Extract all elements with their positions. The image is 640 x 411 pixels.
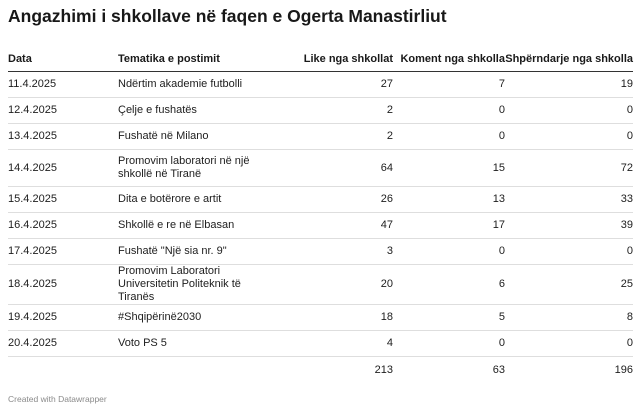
cell-likes: 4 <box>278 331 393 357</box>
cell-shares: 25 <box>505 265 633 305</box>
cell-likes: 2 <box>278 98 393 124</box>
cell-topic: Dita e botërore e artit <box>118 187 278 213</box>
cell-date: 14.4.2025 <box>8 150 118 187</box>
cell-date: 16.4.2025 <box>8 213 118 239</box>
cell-comments: 6 <box>393 265 505 305</box>
cell-comments: 7 <box>393 72 505 98</box>
cell-comments: 0 <box>393 98 505 124</box>
cell-comments: 0 <box>393 124 505 150</box>
page-title: Angazhimi i shkollave në faqen e Ogerta Manastirliut <box>8 6 447 26</box>
cell-date: 20.4.2025 <box>8 331 118 357</box>
cell-topic: Promovim Laboratori Universitetin Politeknik të Tiranës <box>118 265 278 305</box>
cell-comments: 13 <box>393 187 505 213</box>
cell-date: 13.4.2025 <box>8 124 118 150</box>
cell-topic: Fushatë "Një sia nr. 9" <box>118 239 278 265</box>
cell-date: 18.4.2025 <box>8 265 118 305</box>
header-shares[interactable]: Shpërndarje nga shkolla <box>505 38 633 72</box>
cell-comments: 0 <box>393 239 505 265</box>
cell-shares: 0 <box>505 239 633 265</box>
header-comments[interactable]: Koment nga shkolla <box>393 38 505 72</box>
cell-comments: 17 <box>393 213 505 239</box>
cell-likes: 27 <box>278 72 393 98</box>
table-row <box>8 265 633 305</box>
table-row <box>8 213 633 239</box>
cell-date: 12.4.2025 <box>8 98 118 124</box>
cell-likes: 3 <box>278 239 393 265</box>
cell-comments: 5 <box>393 305 505 331</box>
cell-shares: 72 <box>505 150 633 187</box>
table-header <box>8 38 633 72</box>
totals-row-group <box>8 357 633 383</box>
cell-topic: Promovim laboratori në një shkollë në Tiranë <box>118 150 278 187</box>
cell-shares: 0 <box>505 331 633 357</box>
total-likes: 213 <box>374 363 393 376</box>
cell-comments: 0 <box>393 331 505 357</box>
table-row <box>8 331 633 357</box>
table-row <box>8 72 633 98</box>
total-comments: 63 <box>492 363 505 376</box>
totals-empty-date <box>8 357 118 383</box>
engagement-table <box>8 38 633 382</box>
header-row <box>8 38 633 72</box>
cell-likes: 20 <box>278 265 393 305</box>
table-row <box>8 187 633 213</box>
header-date[interactable]: Data <box>8 38 118 72</box>
cell-topic: Çelje e fushatës <box>118 98 278 124</box>
cell-likes: 47 <box>278 213 393 239</box>
cell-likes: 2 <box>278 124 393 150</box>
table-body <box>8 72 633 357</box>
cell-likes: 26 <box>278 187 393 213</box>
cell-shares: 19 <box>505 72 633 98</box>
cell-date: 17.4.2025 <box>8 239 118 265</box>
cell-shares: 8 <box>505 305 633 331</box>
total-shares: 196 <box>614 363 633 376</box>
table-row <box>8 124 633 150</box>
header-topic[interactable]: Tematika e postimit <box>118 38 278 72</box>
cell-topic: Voto PS 5 <box>118 331 278 357</box>
cell-topic: #Shqipërinë2030 <box>118 305 278 331</box>
credit-note[interactable]: Created with Datawrapper <box>8 394 107 404</box>
header-likes[interactable]: Like nga shkollat <box>278 38 393 72</box>
cell-comments: 15 <box>393 150 505 187</box>
cell-topic: Shkollë e re në Elbasan <box>118 213 278 239</box>
cell-likes: 64 <box>278 150 393 187</box>
table-row <box>8 98 633 124</box>
cell-topic: Fushatë në Milano <box>118 124 278 150</box>
cell-date: 11.4.2025 <box>8 72 118 98</box>
cell-likes: 18 <box>278 305 393 331</box>
cell-date: 19.4.2025 <box>8 305 118 331</box>
table-row <box>8 305 633 331</box>
totals-empty-topic <box>118 357 278 383</box>
table-row <box>8 239 633 265</box>
table-row <box>8 150 633 187</box>
cell-shares: 0 <box>505 98 633 124</box>
cell-shares: 0 <box>505 124 633 150</box>
cell-topic: Ndërtim akademie futbolli <box>118 72 278 98</box>
cell-date: 15.4.2025 <box>8 187 118 213</box>
cell-shares: 33 <box>505 187 633 213</box>
cell-shares: 39 <box>505 213 633 239</box>
totals-row <box>8 357 633 383</box>
